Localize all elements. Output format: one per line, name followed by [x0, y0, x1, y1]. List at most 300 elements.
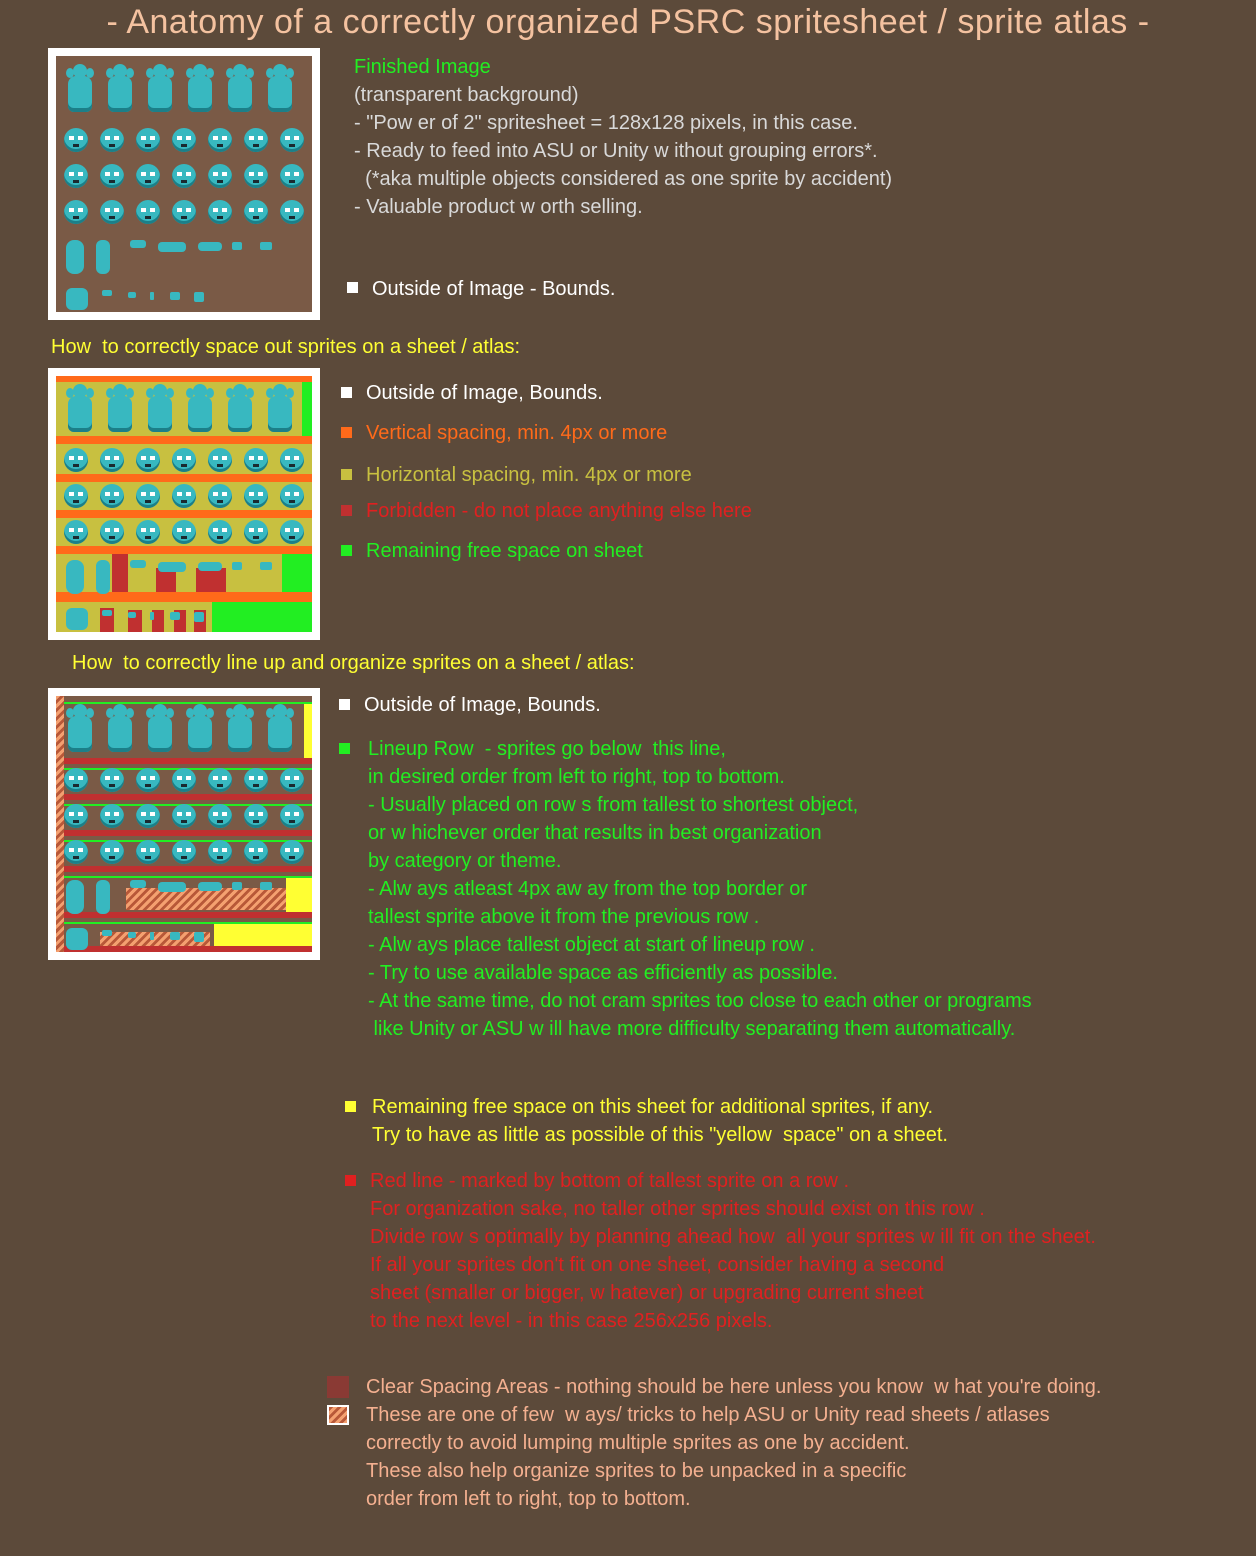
face-mouth [109, 216, 115, 219]
lineup-line-11: like Unity or ASU w ill have more difficulty separating them automatically. [368, 1018, 1016, 1040]
face-sprite [280, 200, 304, 224]
face-eye [249, 456, 254, 460]
face-eye [105, 492, 110, 496]
face-eye [258, 776, 263, 780]
spacing-heading: How to correctly space out sprites on a sheet / atlas: [51, 336, 521, 358]
clear-spacing-area [126, 888, 286, 910]
face-sprite [100, 768, 124, 792]
bust-sprite [64, 704, 96, 752]
face-eye [213, 776, 218, 780]
face-mouth [217, 180, 223, 183]
face-eye [249, 848, 254, 852]
face-mouth [217, 216, 223, 219]
bust-sprite [64, 64, 96, 112]
face-sprite [172, 840, 196, 864]
legend-vertical-bullet-icon [341, 427, 352, 438]
face-eye [141, 492, 146, 496]
face-eye [258, 136, 263, 140]
face-mouth [73, 500, 79, 503]
face-eye [285, 208, 290, 212]
red-line [64, 946, 312, 952]
vertical-spacing-band [56, 376, 312, 382]
face-mouth [253, 216, 259, 219]
lineup-line-3: - Usually placed on row s from tallest to shortest object, [368, 794, 859, 816]
face-sprite [280, 768, 304, 792]
face-mouth [109, 144, 115, 147]
face-eye [78, 208, 83, 212]
finished-image-line-5: - Valuable product w orth selling. [354, 196, 643, 218]
face-sprite [172, 128, 196, 152]
face-mouth [253, 180, 259, 183]
face-sprite [136, 484, 160, 508]
small-sprite [194, 612, 204, 622]
lineup-spritesheet [56, 696, 312, 952]
small-sprite [232, 882, 242, 890]
face-sprite [100, 520, 124, 544]
face-mouth [289, 784, 295, 787]
face-eye [69, 528, 74, 532]
legend-forbidden-bullet-icon [341, 505, 352, 516]
free-space [302, 382, 312, 436]
face-eye [213, 172, 218, 176]
small-sprite [158, 242, 186, 252]
face-eye [285, 528, 290, 532]
face-mouth [289, 536, 295, 539]
face-mouth [181, 820, 187, 823]
clear-spacing-line-3: correctly to avoid lumping multiple sprites as one by accident. [366, 1432, 910, 1454]
face-sprite [136, 768, 160, 792]
face-eye [285, 136, 290, 140]
yellow-free-space [286, 878, 312, 912]
bust-sprite [184, 64, 216, 112]
small-sprite [158, 562, 186, 572]
face-eye [114, 456, 119, 460]
face-eye [249, 492, 254, 496]
face-eye [141, 812, 146, 816]
face-mouth [145, 500, 151, 503]
bust-sprite [144, 384, 176, 432]
face-eye [177, 812, 182, 816]
face-mouth [253, 856, 259, 859]
small-sprite [150, 612, 154, 620]
face-mouth [253, 820, 259, 823]
forbidden-zone [196, 568, 226, 592]
small-sprite [128, 932, 136, 938]
face-mouth [217, 464, 223, 467]
small-sprite [102, 610, 112, 616]
bust-sprite [184, 704, 216, 752]
face-eye [222, 528, 227, 532]
face-sprite [244, 448, 268, 472]
face-eye [177, 456, 182, 460]
face-mouth [289, 464, 295, 467]
face-eye [186, 456, 191, 460]
face-eye [150, 848, 155, 852]
clear-spacing-line-4: These also help organize sprites to be unpacked in a specific [366, 1460, 907, 1482]
bust-body [108, 396, 132, 432]
face-sprite [244, 484, 268, 508]
face-mouth [289, 820, 295, 823]
face-sprite [280, 164, 304, 188]
face-sprite [136, 128, 160, 152]
lineup-bounds-bullet-icon [339, 699, 350, 710]
vertical-spacing-band [56, 436, 312, 444]
face-sprite [244, 840, 268, 864]
yellow-space-bullet-icon [345, 1101, 356, 1112]
legend-forbidden-label: Forbidden - do not place anything else here [366, 500, 752, 522]
face-eye [141, 136, 146, 140]
face-mouth [73, 180, 79, 183]
face-eye [105, 848, 110, 852]
face-eye [105, 172, 110, 176]
face-sprite [280, 520, 304, 544]
red-line-text-3: Divide row s optimally by planning ahead how all your sprites w ill fit on the sheet. [370, 1226, 1096, 1248]
face-sprite [100, 448, 124, 472]
face-eye [294, 776, 299, 780]
finished-spritesheet [56, 56, 312, 312]
small-sprite [232, 562, 242, 570]
small-sprite [150, 932, 154, 940]
face-mouth [73, 820, 79, 823]
vertical-spacing-band [56, 474, 312, 482]
face-mouth [217, 500, 223, 503]
face-mouth [253, 464, 259, 467]
face-eye [114, 208, 119, 212]
finished-image-line-4: (*aka multiple objects considered as one sprite by accident) [354, 168, 893, 190]
face-eye [150, 528, 155, 532]
small-sprite [260, 562, 272, 570]
spacing-image-frame [48, 368, 320, 640]
face-eye [222, 812, 227, 816]
face-eye [222, 136, 227, 140]
face-eye [186, 136, 191, 140]
face-sprite [64, 804, 88, 828]
face-eye [105, 812, 110, 816]
face-sprite [172, 768, 196, 792]
small-sprite [232, 242, 242, 250]
face-mouth [217, 144, 223, 147]
face-eye [177, 776, 182, 780]
face-mouth [289, 856, 295, 859]
bust-sprite [184, 384, 216, 432]
face-eye [105, 136, 110, 140]
bust-body [188, 396, 212, 432]
face-eye [285, 776, 290, 780]
face-eye [105, 208, 110, 212]
small-sprite [194, 932, 204, 942]
face-eye [249, 172, 254, 176]
face-eye [177, 492, 182, 496]
face-mouth [289, 180, 295, 183]
small-sprite [194, 292, 204, 302]
free-space [282, 554, 312, 592]
bust-body [268, 396, 292, 432]
face-sprite [244, 128, 268, 152]
small-sprite [170, 292, 180, 300]
finished-image-line-2: - "Pow er of 2" spritesheet = 128x128 pixels, in this case. [354, 112, 858, 134]
bust-body [108, 76, 132, 112]
bust-body [228, 716, 252, 752]
small-sprite [150, 292, 154, 300]
face-mouth [145, 144, 151, 147]
bounds-bullet-icon [347, 282, 358, 293]
face-mouth [73, 536, 79, 539]
red-line-text-2: For organization sake, no taller other sprites should exist on this row . [370, 1198, 985, 1220]
finished-image-frame [48, 48, 320, 320]
bust-sprite [264, 384, 296, 432]
face-sprite [208, 804, 232, 828]
small-sprite [128, 612, 136, 618]
face-eye [150, 492, 155, 496]
red-line-text-6: to the next level - in this case 256x256 pixels. [370, 1310, 773, 1332]
face-mouth [181, 180, 187, 183]
red-line-text-1: Red line - marked by bottom of tallest sprite on a row . [370, 1170, 850, 1192]
face-mouth [289, 144, 295, 147]
small-sprite [102, 930, 112, 936]
face-eye [114, 528, 119, 532]
face-eye [150, 456, 155, 460]
face-sprite [64, 164, 88, 188]
face-eye [141, 208, 146, 212]
small-sprite [66, 240, 84, 274]
face-eye [141, 848, 146, 852]
vertical-spacing-band [56, 510, 312, 518]
face-eye [177, 208, 182, 212]
face-sprite [136, 164, 160, 188]
face-eye [222, 776, 227, 780]
face-mouth [109, 180, 115, 183]
face-eye [249, 812, 254, 816]
lineup-row-line [64, 876, 312, 878]
small-sprite [96, 880, 110, 914]
face-mouth [145, 464, 151, 467]
face-eye [213, 492, 218, 496]
red-line-text-4: If all your sprites don't fit on one sheet, consider having a second [370, 1254, 945, 1276]
face-eye [249, 208, 254, 212]
small-sprite [130, 240, 146, 248]
face-sprite [136, 448, 160, 472]
face-eye [78, 172, 83, 176]
face-sprite [244, 200, 268, 224]
vertical-spacing-band [56, 546, 312, 554]
face-sprite [244, 804, 268, 828]
face-mouth [109, 536, 115, 539]
face-eye [249, 776, 254, 780]
bust-body [148, 76, 172, 112]
yellow-free-space [214, 924, 312, 946]
lineup-line-4: or w hichever order that results in best organization [368, 822, 822, 844]
face-eye [150, 208, 155, 212]
small-sprite [66, 608, 88, 630]
face-mouth [181, 144, 187, 147]
face-sprite [244, 164, 268, 188]
bust-body [188, 716, 212, 752]
face-eye [285, 492, 290, 496]
small-sprite [170, 932, 180, 940]
face-eye [78, 528, 83, 532]
face-mouth [217, 820, 223, 823]
face-sprite [208, 840, 232, 864]
face-sprite [136, 520, 160, 544]
bust-body [228, 76, 252, 112]
face-sprite [208, 128, 232, 152]
face-eye [258, 812, 263, 816]
face-eye [186, 812, 191, 816]
face-eye [69, 456, 74, 460]
face-eye [150, 136, 155, 140]
lineup-heading: How to correctly line up and organize sprites on a sheet / atlas: [72, 652, 635, 674]
face-eye [294, 208, 299, 212]
face-mouth [109, 784, 115, 787]
bust-sprite [264, 64, 296, 112]
face-mouth [253, 500, 259, 503]
lineup-line-2: in desired order from left to right, top to bottom. [368, 766, 785, 788]
small-sprite [260, 242, 272, 250]
red-line-bullet-icon [345, 1175, 356, 1186]
small-sprite [102, 290, 112, 296]
small-sprite [170, 612, 180, 620]
face-eye [186, 172, 191, 176]
small-sprite [128, 292, 136, 298]
face-sprite [64, 448, 88, 472]
face-eye [150, 172, 155, 176]
face-mouth [109, 856, 115, 859]
legend-horizontal-bullet-icon [341, 469, 352, 480]
face-sprite [172, 804, 196, 828]
face-sprite [172, 200, 196, 224]
bust-sprite [144, 64, 176, 112]
face-mouth [145, 180, 151, 183]
small-sprite [96, 560, 110, 594]
face-mouth [145, 856, 151, 859]
free-space [212, 602, 312, 632]
face-sprite [208, 520, 232, 544]
lineup-line-1: Lineup Row - sprites go below this line, [368, 738, 726, 760]
face-sprite [64, 768, 88, 792]
face-eye [78, 812, 83, 816]
face-eye [258, 528, 263, 532]
bust-body [68, 76, 92, 112]
spacing-spritesheet [56, 376, 312, 632]
face-eye [69, 136, 74, 140]
lineup-bounds-label: Outside of Image, Bounds. [364, 694, 601, 716]
face-eye [141, 172, 146, 176]
bust-sprite [64, 384, 96, 432]
face-eye [114, 848, 119, 852]
lineup-line-6: - Alw ays atleast 4px aw ay from the top border or [368, 878, 808, 900]
small-sprite [66, 560, 84, 594]
face-eye [177, 848, 182, 852]
small-sprite [66, 880, 84, 914]
lineup-line-7: tallest sprite above it from the previous row . [368, 906, 760, 928]
yellow-space-line-2: Try to have as little as possible of this "yellow space" on a sheet. [372, 1124, 948, 1146]
face-mouth [145, 216, 151, 219]
clear-spacing-swatch-icon [327, 1376, 349, 1398]
face-eye [249, 136, 254, 140]
face-eye [258, 492, 263, 496]
face-mouth [109, 464, 115, 467]
face-mouth [73, 464, 79, 467]
bust-body [148, 396, 172, 432]
bust-body [68, 396, 92, 432]
face-eye [186, 208, 191, 212]
face-eye [222, 456, 227, 460]
face-sprite [172, 520, 196, 544]
face-sprite [172, 484, 196, 508]
yellow-free-space [304, 704, 312, 758]
lineup-line-8: - Alw ays place tallest object at start of lineup row . [368, 934, 815, 956]
face-eye [294, 492, 299, 496]
face-eye [141, 456, 146, 460]
face-eye [177, 528, 182, 532]
bust-sprite [224, 704, 256, 752]
face-eye [69, 208, 74, 212]
face-mouth [289, 500, 295, 503]
face-eye [78, 136, 83, 140]
face-eye [285, 848, 290, 852]
face-mouth [145, 820, 151, 823]
face-sprite [172, 448, 196, 472]
clear-spacing-line-5: order from left to right, top to bottom. [366, 1488, 691, 1510]
face-sprite [64, 520, 88, 544]
face-sprite [100, 128, 124, 152]
face-eye [114, 172, 119, 176]
face-sprite [136, 200, 160, 224]
small-sprite [96, 240, 110, 274]
lineup-line-5: by category or theme. [368, 850, 562, 872]
face-sprite [100, 804, 124, 828]
face-sprite [100, 200, 124, 224]
face-eye [105, 456, 110, 460]
face-eye [222, 492, 227, 496]
face-eye [114, 776, 119, 780]
face-eye [222, 848, 227, 852]
face-eye [294, 812, 299, 816]
small-sprite [198, 562, 222, 571]
face-eye [150, 776, 155, 780]
face-eye [213, 528, 218, 532]
yellow-space-line-1: Remaining free space on this sheet for additional sprites, if any. [372, 1096, 934, 1118]
forbidden-zone [112, 554, 128, 592]
face-eye [213, 848, 218, 852]
face-sprite [280, 448, 304, 472]
red-line [64, 830, 312, 836]
bust-sprite [104, 704, 136, 752]
face-eye [213, 456, 218, 460]
lineup-line-9: - Try to use available space as efficiently as possible. [368, 962, 838, 984]
face-eye [186, 776, 191, 780]
face-sprite [136, 804, 160, 828]
face-sprite [64, 200, 88, 224]
face-eye [177, 136, 182, 140]
face-eye [150, 812, 155, 816]
bust-sprite [224, 64, 256, 112]
bust-body [268, 716, 292, 752]
face-mouth [181, 856, 187, 859]
face-eye [69, 848, 74, 852]
face-eye [294, 172, 299, 176]
face-eye [249, 528, 254, 532]
small-sprite [198, 882, 222, 891]
face-mouth [73, 144, 79, 147]
finished-image-line-1: (transparent background) [354, 84, 579, 106]
bust-body [148, 716, 172, 752]
red-line-text-5: sheet (smaller or bigger, w hatever) or upgrading current sheet [370, 1282, 924, 1304]
lineup-row-bullet-icon [339, 743, 350, 754]
face-eye [294, 456, 299, 460]
face-eye [105, 776, 110, 780]
face-eye [105, 528, 110, 532]
